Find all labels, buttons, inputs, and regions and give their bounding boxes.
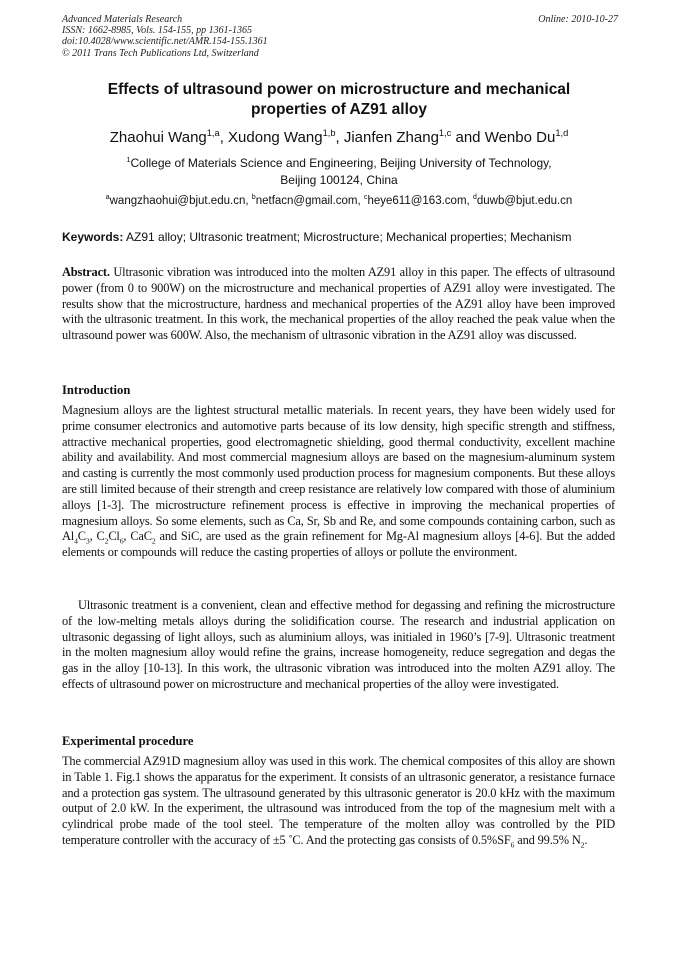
email-address[interactable]: heye611@163.com: [367, 195, 467, 207]
formula-subscript: 6: [119, 536, 124, 546]
formula-subscript: 6: [510, 840, 515, 850]
formula-text: , CaC: [123, 529, 152, 544]
formula-subscript: 2: [151, 536, 156, 546]
paragraph-text: and SiC, are used as the grain refinement for Mg-Al magnesium alloys [4-6]. But the added elements or compounds will reduce the casting properties of alloys or pollute the environment.: [62, 529, 615, 560]
title-line-1: Effects of ultrasound power on microstructure and mechanical: [107, 81, 571, 98]
email-address[interactable]: netfacn@gmail.com: [255, 195, 358, 207]
paragraph-text: .: [584, 832, 588, 847]
issn-line: ISSN: 1662-8985, Vols. 154-155, pp 1361-1365: [62, 25, 252, 37]
abstract-text: Ultrasonic vibration was introduced into the molten AZ91 alloy in this paper. The effects of ultrasound power (from 0 to 900W) on the microstructure and mechanical properties of AZ91 alloy were investigated. The results show that the microstructure, hardness and mechanical properties of the AZ91 alloy have been improved with the ultrasonic treatment. In this work, the mechanical properties of the alloy reached the peak value when the ultrasound power was 600W. Also, the mechanism of ultrasonic vibration in the AZ91 alloy was discussed.: [62, 265, 615, 343]
formula-subscript: 2: [104, 536, 109, 546]
affiliation-line-2: Beijing 100124, China: [280, 173, 398, 187]
journal-header: [62, 14, 618, 59]
email-marker: a: [105, 193, 110, 202]
author-list: [62, 128, 616, 148]
affiliation-line-1: College of Materials Science and Engineering, Beijing University of Technology,: [130, 156, 552, 170]
author-affil-marker: 1,d: [555, 128, 569, 138]
introduction-paragraph-1: [62, 403, 615, 561]
affiliation-marker: 1: [126, 155, 131, 164]
formula-text: C: [77, 529, 86, 544]
keywords: [62, 229, 616, 245]
title-line-2: properties of AZ91 alloy: [251, 101, 427, 118]
abstract-label: Abstract.: [62, 265, 110, 279]
paragraph-text: and 99.5% N: [514, 832, 581, 847]
paragraph-text: The commercial AZ91D magnesium alloy was used in this work. The chemical composites of this alloy are shown in Table 1. Fig.1 shows the apparatus for the experiment. It consists of an ultrasonic generator, a resistance furnace and a protection gas system. The ultrasound generated by this ultrasonic generator is 20.0 kHz with the maximum output of 2.0 kW. In the experiment, the ultrasound was introduced from the top of the magnesium melt with a cylindrical probe made of the tool steel. The temperature of the molten alloy was controlled by the PID temperature controller with the accuracy of ±5 ˚C. And the protecting gas consists of 0.5%SF: [62, 754, 615, 847]
paper-title: [62, 80, 616, 120]
author-name: Jianfen Zhang: [343, 129, 439, 146]
author-name: Xudong Wang: [228, 129, 323, 146]
author-separator: ,: [219, 129, 229, 146]
formula-text: Al: [62, 529, 75, 544]
author-affil-marker: 1,b: [322, 128, 336, 138]
experimental-paragraph-1: [62, 754, 615, 849]
keywords-text: AZ91 alloy; Ultrasonic treatment; Microstructure; Mechanical properties; Mechanism: [126, 230, 572, 244]
abstract: [62, 265, 615, 344]
author-name: Zhaohui Wang: [109, 129, 207, 146]
doi-line: doi:10.4028/www.scientific.net/AMR.154-155.1361: [62, 36, 268, 48]
paragraph-text: Magnesium alloys are the lightest structural metallic materials. In recent years, they have been widely used for prime consumer electronics and automotive parts because of its low density, high specific strength and stiffness, attractive mechanical properties, good electromagnetic shielding, good thermal conductivity, excellent machine ability and availability. And most commercial magnesium alloys are based on the magnesium-aluminum system and casting is currently the most commonly used production process for magnesium components. But these alloys are still limited because of their strength and creep resistance are relatively low compared with those of aluminium alloys [1-3]. The microstructure refinement process is effective in improving the mechanical properties of magnesium alloys. So some elements, such as Ca, Sr, Sb and Re, and some compounds containing carbon, such as: [62, 403, 615, 528]
author-separator: ,: [335, 129, 344, 146]
affiliation: [62, 155, 616, 189]
email-marker: b: [251, 193, 256, 202]
online-date: Online: 2010-10-27: [538, 14, 618, 25]
email-address[interactable]: wangzhaohui@bjut.edu.cn: [109, 195, 246, 207]
keywords-label: Keywords:: [62, 230, 124, 244]
author-name: Wenbo Du: [484, 129, 556, 146]
formula-subscript: 3: [85, 536, 90, 546]
section-heading-introduction: Introduction: [62, 383, 131, 397]
email-marker: c: [363, 193, 368, 202]
email-list: $^a$wangzhaohui@bjut.edu.cn, $^b$netfacn@gmail.com, $^c$heye611@163.com, $^d$duwb@bjut.edu.cn: [105, 193, 573, 207]
introduction-paragraph-2: Ultrasonic treatment is a convenient, clean and effective method for degassing and refining the microstructure of the low-melting metals alloys during the solidification course. The research and industrial application on ultrasonic degassing of light alloys, such as aluminium alloys, was initialed in 1960’s [7-9]. Ultrasonic treatment in the molten magnesium alloy would refine the grains, increase homogeneity, reduce segregation and degas the gas in the alloy [10-13]. In this work, the ultrasonic vibration was introduced into the molten AZ91 alloy. The effects of ultrasound power on microstructure and mechanical properties of the alloy were investigated.: [62, 598, 615, 691]
formula-text: Cl: [108, 529, 120, 544]
formula-text: C: [96, 529, 105, 544]
author-separator: and: [451, 129, 485, 146]
formula-separator: ,: [89, 529, 97, 544]
copyright-line: © 2011 Trans Tech Publications Ltd, Switzerland: [62, 47, 259, 59]
author-affil-marker: 1,a: [206, 128, 220, 138]
email-marker: d: [472, 193, 477, 202]
formula-subscript: 2: [580, 840, 585, 850]
section-heading-experimental: Experimental procedure: [62, 734, 194, 748]
formula-subscript: 4: [74, 536, 78, 546]
journal-name: Advanced Materials Research: [62, 14, 183, 25]
author-affil-marker: 1,c: [438, 128, 452, 138]
email-address[interactable]: duwb@bjut.edu.cn: [476, 195, 573, 207]
